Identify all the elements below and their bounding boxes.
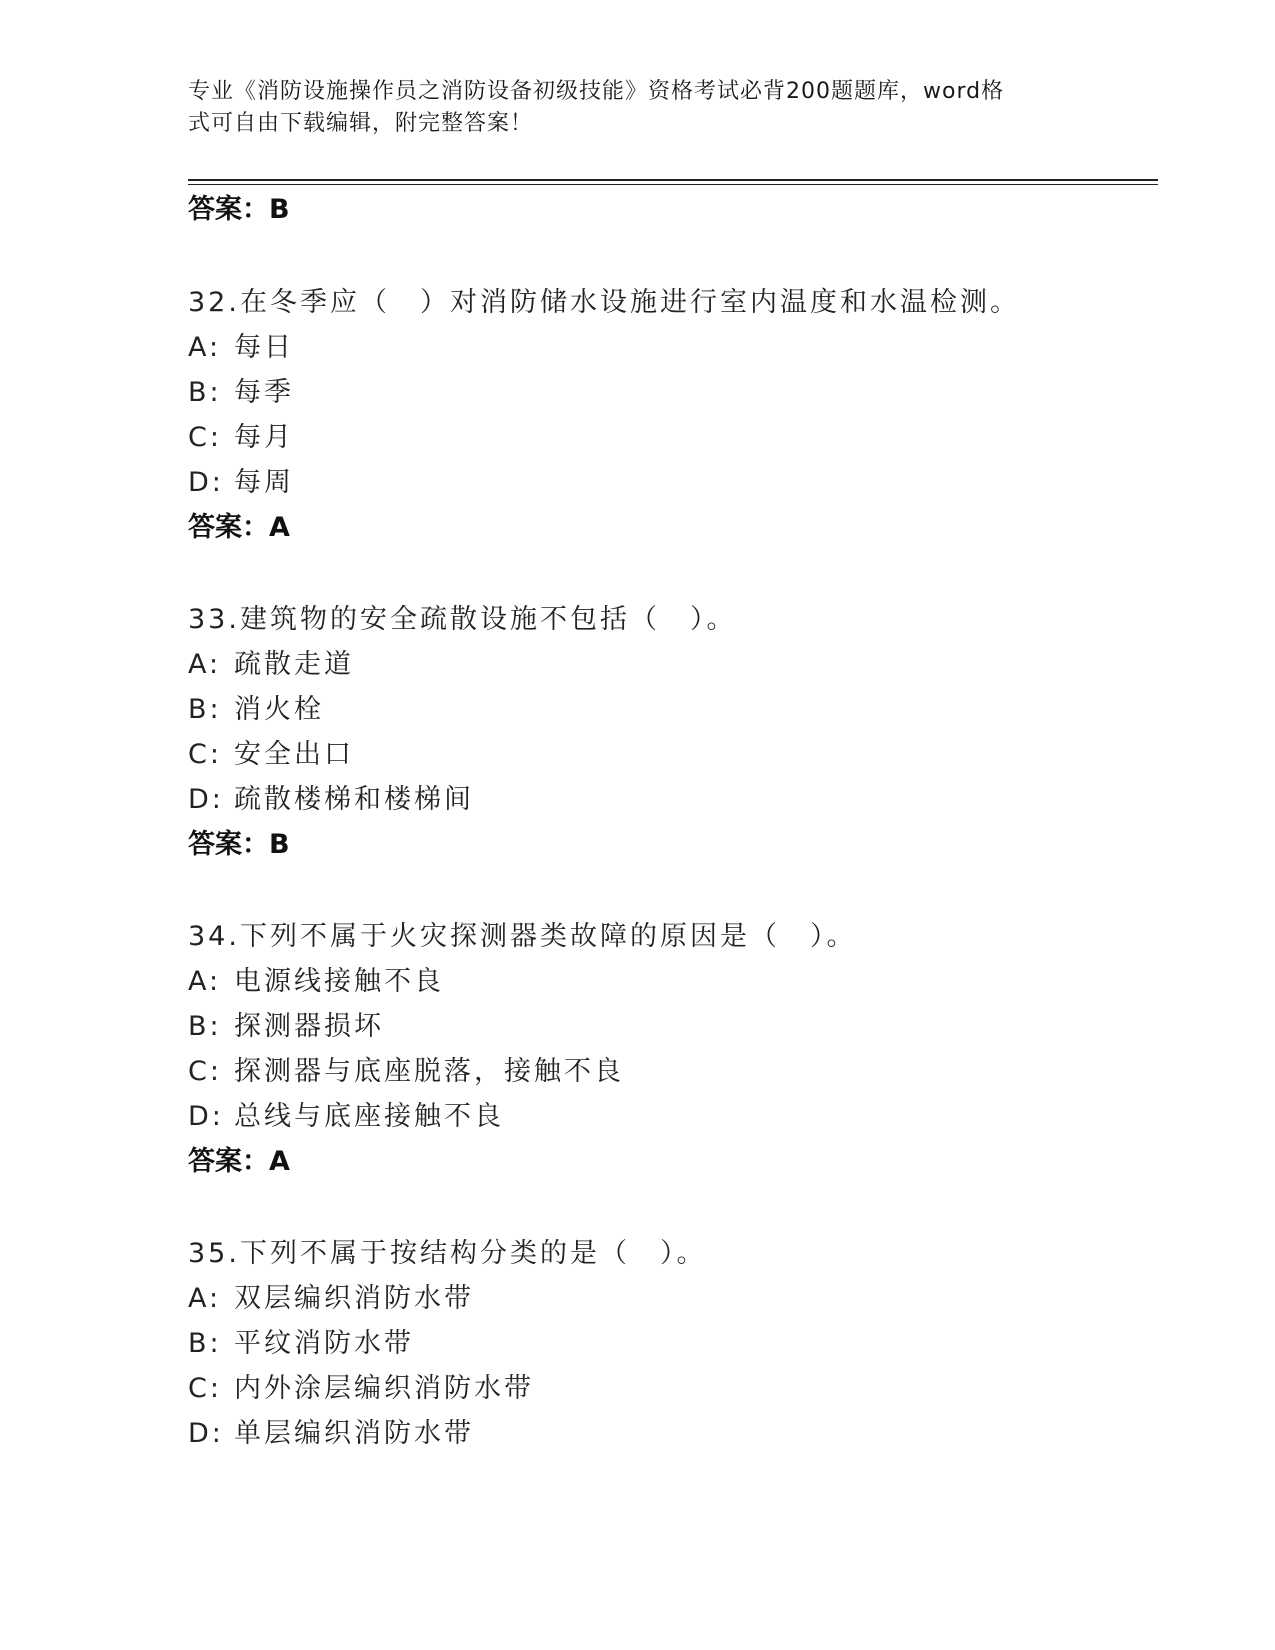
question-answer: 答案：A [188,1146,290,1177]
option-letter: C: [188,739,222,770]
option-c [188,1371,534,1407]
option-text: 总线与底座接触不良 [234,1101,504,1132]
option-letter: B: [188,694,222,725]
option-text: 探测器损坏 [234,1011,384,1042]
option-text: 内外涂层编织消防水带 [234,1373,534,1404]
option-a [188,330,294,366]
previous-answer: 答案：B [188,194,290,225]
option-text: 双层编织消防水带 [234,1283,474,1314]
option-letter: A: [188,332,222,363]
option-a [188,647,354,683]
option-text: 每周 [234,467,294,498]
option-text: 安全出口 [234,739,354,770]
option-letter: B: [188,377,222,408]
option-letter: A: [188,649,222,680]
option-letter: B: [188,1011,222,1042]
question-stem: 34.下列不属于火灾探测器类故障的原因是（ ）。 [188,921,857,952]
option-letter: D: [188,1101,224,1132]
option-text: 每季 [234,377,294,408]
option-letter: B: [188,1328,222,1359]
question-stem: 35.下列不属于按结构分类的是（ ）。 [188,1238,707,1269]
question-answer: 答案：A [188,512,290,543]
option-d [188,782,474,818]
option-c [188,420,294,456]
option-text: 探测器与底座脱落，接触不良 [234,1056,624,1087]
question-stem: 33.建筑物的安全疏散设施不包括（ ）。 [188,604,737,635]
header-divider-thin [188,184,1158,185]
option-letter: D: [188,784,224,815]
option-text: 电源线接触不良 [234,966,444,997]
option-text: 疏散走道 [234,649,354,680]
option-a [188,964,444,1000]
option-text: 每月 [234,422,294,453]
option-c [188,1054,624,1090]
option-b [188,1009,384,1045]
option-d [188,1099,504,1135]
option-letter: A: [188,1283,222,1314]
option-letter: C: [188,1056,222,1087]
option-letter: D: [188,467,224,498]
option-text: 平纹消防水带 [234,1328,414,1359]
header-divider-thick [188,179,1158,181]
option-letter: D: [188,1418,224,1449]
option-letter: C: [188,422,222,453]
question-answer: 答案：B [188,829,290,860]
option-text: 单层编织消防水带 [234,1418,474,1449]
option-text: 每日 [234,332,294,363]
option-b [188,375,294,411]
option-text: 疏散楼梯和楼梯间 [234,784,474,815]
option-letter: C: [188,1373,222,1404]
option-c [188,737,354,773]
option-a [188,1281,474,1317]
option-letter: A: [188,966,222,997]
header-line-2: 式可自由下载编辑，附完整答案！ [188,111,534,136]
document-header [188,76,1078,140]
option-d [188,1416,474,1452]
header-line-1: 专业《消防设施操作员之消防设备初级技能》资格考试必背200题题库，word格 [188,79,1005,104]
option-b [188,692,324,728]
option-d [188,465,294,501]
question-stem: 32.在冬季应（ ）对消防储水设施进行室内温度和水温检测。 [188,287,1020,318]
option-b [188,1326,414,1362]
option-text: 消火栓 [234,694,324,725]
